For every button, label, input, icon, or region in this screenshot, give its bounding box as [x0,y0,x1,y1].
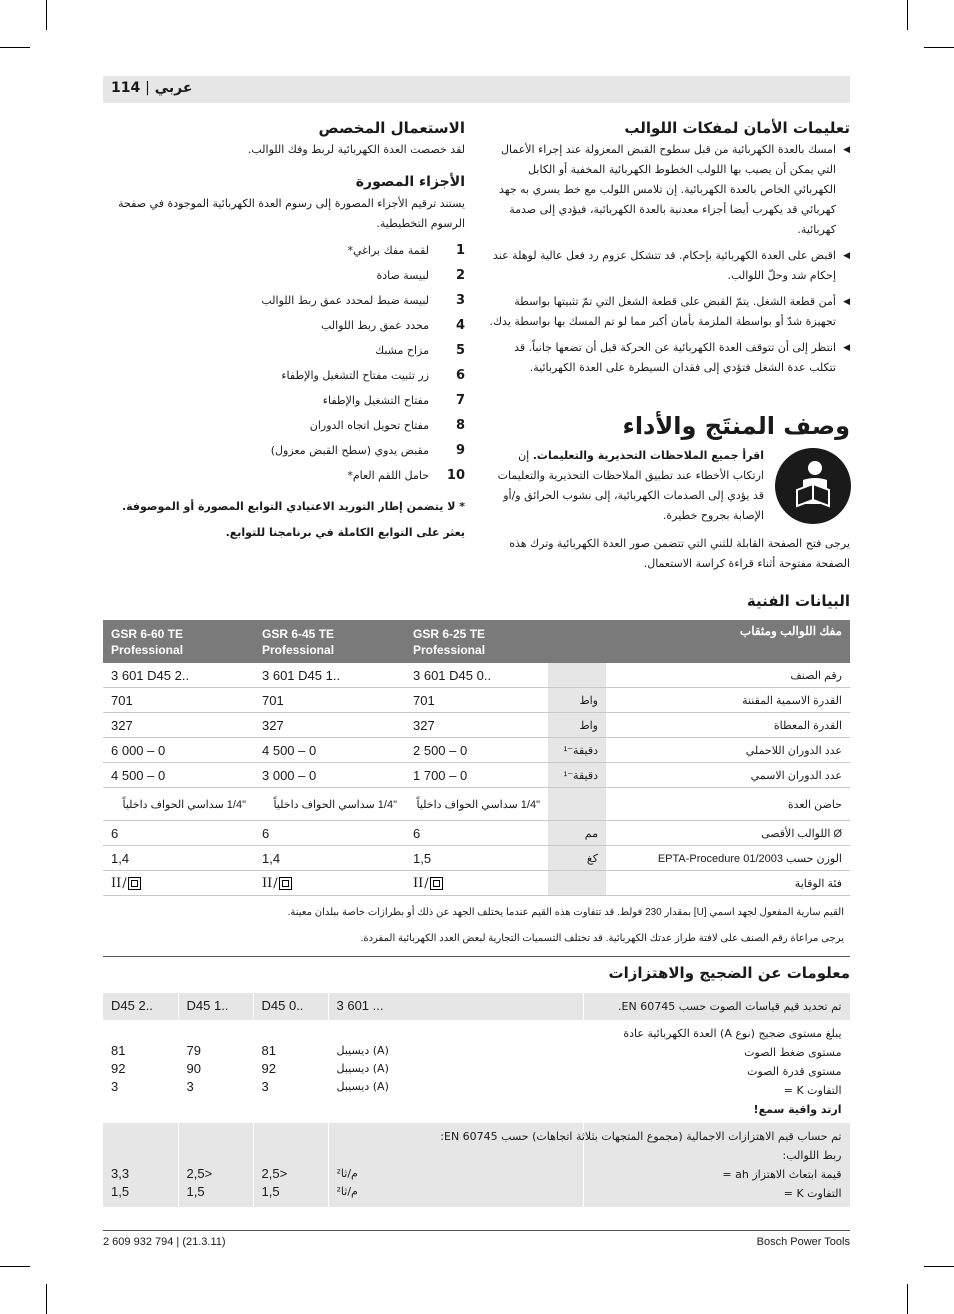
components-intro: يستند ترقيم الأجزاء المصورة إلى رسوم العدة الكهربائية الموجودة في صفحة الرسوم التخطيطية. [118,197,465,230]
crop-mark [46,1284,47,1314]
brand: Bosch Power Tools [756,1236,850,1248]
list-item: 4 محدد عمق ربط اللوالب [320,317,465,333]
table-row: "1/4 سداسي الحواف داخلياً "1/4 سداسي الحواف داخلياً "1/4 سداسي الحواف داخلياً حاضن العدة [103,788,850,821]
noise-title: معلومات عن الضجيج والاهتزازات [608,964,850,982]
model-header: GSR 6-45 TE Professional [254,620,405,663]
tech-data-table [103,620,850,957]
safety-bullet: ◀ أمن قطعة الشغل. يتمّ القبض على قطعة الشغل التي تمّ تثبيتها بواسطة تجهيزة شدّ أو بواسطة الملزمة بأمان أكبر مما لو تم المسك بها بواسطة يدك. [488,292,850,332]
fold-out-note: يرجى فتح الصفحة القابلة للثني التي تتضمن صور العدة الكهربائية وترك هذه الصفحة مفتوحة أثناء قراءة كراسة الاستعمال. [509,537,850,570]
table-row: 4 500 – 0 3 000 – 0 1 700 – 0 دقيقة⁻¹ عدد الدوران الاسمي [103,763,850,788]
list-item: 3 لبيسة ضبط لمحدد عمق ربط اللوالب [261,292,465,308]
table-row: 327 327 327 واط القدرة المعطاة [103,713,850,738]
safety-title: تعليمات الأمان لمفكات اللوالب [624,119,850,137]
list-item: 10 حامل اللقم العام* [347,467,465,483]
list-item: 8 مفتاح تحويل اتجاه الدوران [309,417,465,433]
list-item: 2 لبيسة صادة [376,267,465,283]
safety-bullet: ◀ امسك بالعدة الكهربائية من قبل سطوح القبض المعزولة عند إجراء الأعمال التي يمكن أن يصيب بها اللولب الخطوط الكهربائية المخفية أو الكابل الكهربائي الخاص بالعدة الكهربائية. إن تلامس اللولب مع خط يسري به جهد كهربائي قد يكهرب أيضا أجزاء معدنية بالعدة الكهربائية، فيؤدي إلى صدمة كهربائية. [488,140,850,240]
protection-class-icon: II / [111,876,141,891]
crop-mark [924,47,954,48]
footnote-article: يرجى مراعاة رقم الصنف على لافتة طراز عدتك الكهربائية. قد تختلف التسميات التجارية لبعض العدد الكهربائية المفردة. [360,933,844,944]
page-number: 114 [111,80,141,96]
product-section [488,410,850,442]
model-header: GSR 6-60 TE Professional [103,620,254,663]
list-item: 7 مفتاح التشغيل والإطفاء [322,392,465,408]
page-footer [103,1230,850,1248]
table-row: 701 701 701 واط القدرة الاسمية المقننة [103,688,850,713]
intended-use-text: لقد خصصت العدة الكهربائية لربط وفك اللوالب. [247,143,465,156]
header-separator: | [145,80,150,96]
crop-mark [0,47,30,48]
tech-data-title: البيانات الفنية [746,592,850,610]
table-row: 6 000 – 0 4 500 – 0 2 500 – 0 دقيقة⁻¹ عدد الدوران اللاحملي [103,738,850,763]
crop-mark [0,1266,30,1267]
components-title: الأجزاء المصورة [355,174,465,190]
components-list [103,238,465,488]
safety-section [488,118,850,384]
accessories-note: * لا يتضمن إطار التوريد الاعتيادي التوابع المصورة أو الموصوفة. يعثر على التوابع الكاملة في برنامجنا للتوابع. [121,500,465,539]
noise-sound-row: 81 92 3 79 90 3 81 92 3 ديسيبل (A) ديسيبل (A) ديسيبل (A) يبلغ مستوى ضجيج (نوع A) العدة الكهربائية عادة مستوى ضغط الصوت مستوى قدرة الصوت التفاوت K = ارتد واقية سمع! [103,1020,850,1123]
crop-mark [46,0,47,30]
crop-mark [924,1266,954,1267]
safety-bullet: ◀ انتظر إلى أن تتوقف العدة الكهربائية عن الحركة قبل أن تضعها جانباً. قد تتكلب عدة الشغل فتؤدي إلى فقدان السيطرة على العدة الكهربائية. [488,338,850,378]
page-header [103,76,850,103]
footnote-voltage: القيم سارية المفعول لجهد اسمي [U] بمقدار 230 فولط. قد تتفاوت هذه القيم عندما يختلف الجهد عن ذلك أو بطرازات خاصة ببلدان معينة. [287,907,844,918]
list-item: 6 زر تثبيت مفتاح التشغيل والإطفاء [281,367,465,383]
read-instructions [488,446,764,526]
read-instructions-text: إن ارتكاب الأخطاء عند تطبيق الملاحظات التحذيرية والتعليمات قد يؤدي إلى الصدمات الكهربائية، إلى نشوب الحرائق و/أو الإصابة بجروح خطيرة. [497,449,764,522]
table-row: 1,4 1,4 1,5 كغ الوزن حسب EPTA-Procedure 01/2003 [103,846,850,871]
noise-table [103,993,851,1207]
table-row: 3 601 D45 2.. 3 601 D45 1.. 3 601 D45 0.. رقم الصنف [103,663,850,688]
safety-bullet: ◀ اقبض على العدة الكهربائية بإحكام. قد تتشكل عزوم رد فعل عالية لوهلة عند إحكام شد وحلّ اللوالب. [488,246,850,286]
list-item: 9 مقبض يدوي (سطح القبض معزول) [270,442,465,458]
intended-use-title: الاستعمال المخصص [318,119,465,137]
noise-vibration-row: 3,3 1,5 2,5> 1,5 2,5> 1,5 م/ثا² م/ثا² تم حساب قيم الاهتزازات الاجمالية (مجموع المتجهات بثلاثة اتجاهات) حسب EN 60745: ربط اللوالب: قيمة ابتعاث الاهتزاز ah = التفاوت K = [103,1123,850,1207]
noise-header-row: D45 2.. D45 1.. D45 0.. 3 601 ... تم تحديد قيم قياسات الصوت حسب EN 60745. [103,993,850,1020]
protection-class-icon: II / [413,876,443,891]
header-language: عربي [154,80,193,96]
read-manual-icon [775,448,851,524]
crop-mark [907,0,908,30]
table-header-row [103,620,850,663]
product-title: وصف المنتَج والأداء [622,412,850,440]
tool-type-label: مفك اللوالب ومثقاب [548,620,850,663]
doc-number: 2 609 932 794 | (21.3.11) [103,1236,226,1248]
table-row: II / II / II / فئة الوقاية [103,871,850,896]
hearing-protection-warning: ارتد واقية سمع! [753,1103,842,1116]
read-instructions-bold: اقرأ جميع الملاحظات التحذيرية والتعليمات. [532,449,764,462]
intended-use-section [103,118,465,546]
table-footnote [103,896,850,957]
protection-class-icon: II / [262,876,292,891]
list-item: 1 لقمة مفك براغي* [347,242,465,258]
crop-mark [907,1284,908,1314]
list-item: 5 مزاح مشبك [375,342,465,358]
table-row: 6 6 6 مم Ø اللوالب الأقصى [103,821,850,846]
model-header: GSR 6-25 TE Professional [405,620,548,663]
